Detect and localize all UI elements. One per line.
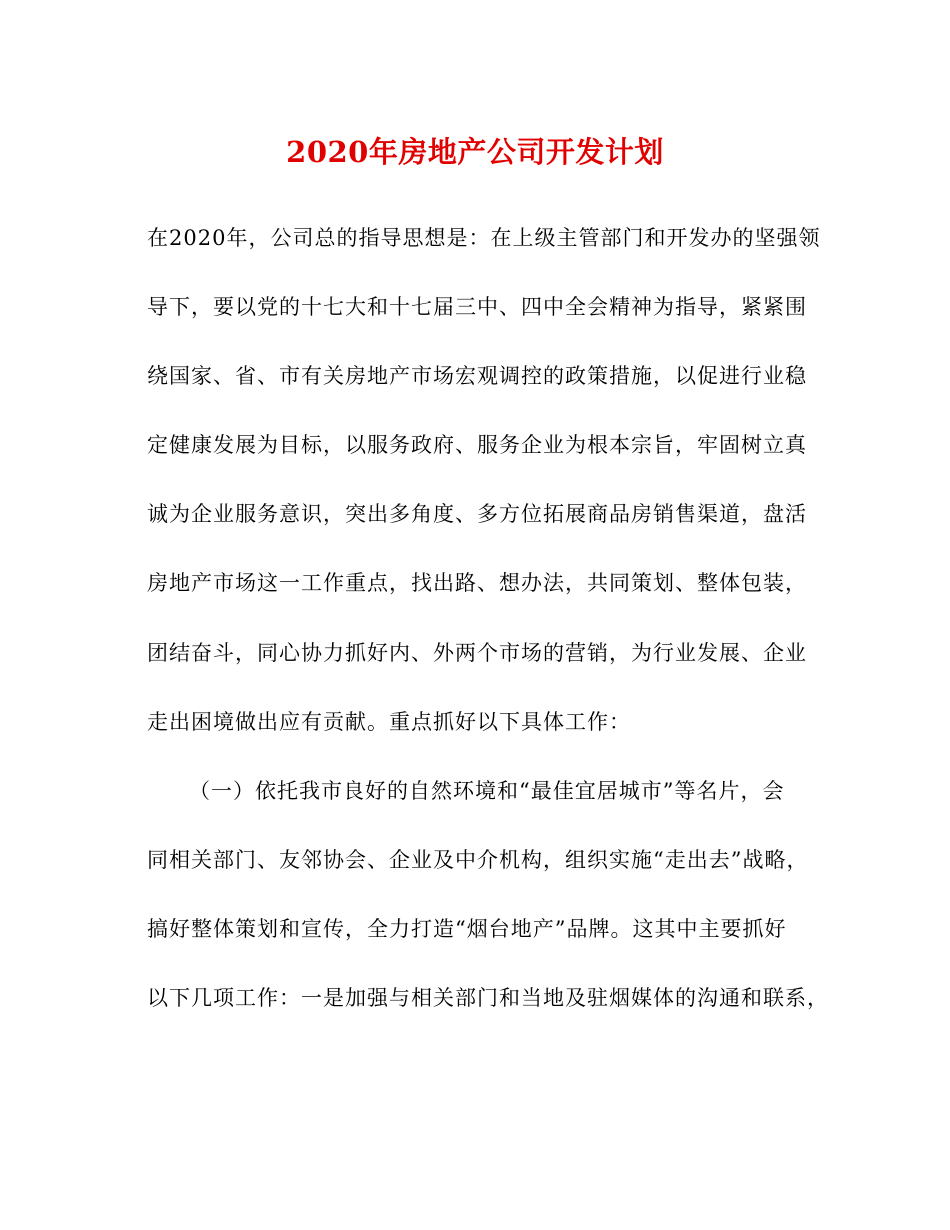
paragraph-line: 诚为企业服务意识，突出多角度、多方位拓展商品房销售渠道，盘活 xyxy=(147,502,807,527)
paragraph-line: 走出困境做出应有贡献。重点抓好以下具体工作： xyxy=(147,709,631,734)
document-body xyxy=(147,218,829,1047)
paragraph-line: 导下，要以党的十七大和十七届三中、四中全会精神为指导，紧紧围 xyxy=(147,295,807,320)
paragraph-line: 同相关部门、友邻协会、企业及中介机构，组织实施“走出去”战略， xyxy=(147,847,809,872)
paragraph-line: 定健康发展为目标，以服务政府、服务企业为根本宗旨，牢固树立真 xyxy=(147,433,807,458)
paragraph-line: 以下几项工作：一是加强与相关部门和当地及驻烟媒体的沟通和联系， xyxy=(147,986,829,1011)
paragraph-line: 搞好整体策划和宣传，全力打造“烟台地产”品牌。这其中主要抓好 xyxy=(147,916,787,941)
paragraph-line: 绕国家、省、市有关房地产市场宏观调控的政策措施，以促进行业稳 xyxy=(147,364,807,389)
document-title: 2020年房地产公司开发计划 xyxy=(286,135,664,169)
paragraph-line: （一）依托我市良好的自然环境和“最佳宜居城市”等名片，会 xyxy=(189,778,785,803)
paragraph-line: 在2020年，公司总的指导思想是：在上级主管部门和开发办的坚强领 xyxy=(147,226,821,250)
paragraph-line: 房地产市场这一工作重点，找出路、想办法，共同策划、整体包装， xyxy=(147,571,807,596)
paragraph-line: 团结奋斗，同心协力抓好内、外两个市场的营销，为行业发展、企业 xyxy=(147,640,807,665)
